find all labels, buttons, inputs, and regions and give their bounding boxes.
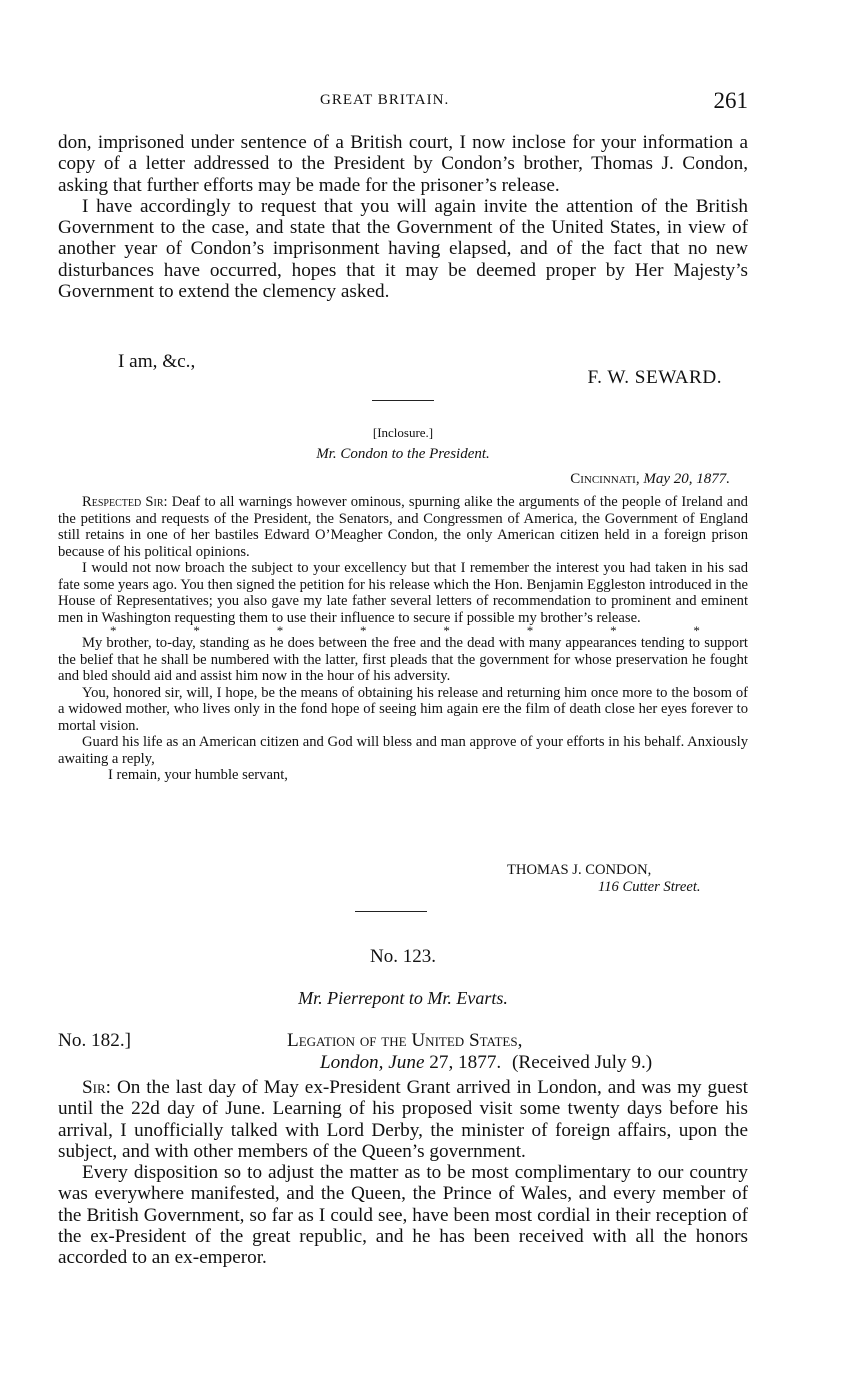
section-divider	[372, 400, 434, 401]
inclosure-salutation: Respected Sir:	[82, 494, 168, 510]
ellipsis-stars	[110, 623, 700, 638]
star: *	[276, 623, 284, 638]
inclosure-body	[58, 494, 748, 784]
page-header	[58, 88, 748, 118]
document-heading: Mr. Pierrepont to Mr. Evarts.	[298, 988, 508, 1008]
inclosure-paragraph-4: You, honored sir, will, I hope, be the means of obtaining his release and returning him once more to the bosom of a widowed mother, who lives only in the fond hope of seeing him again ere the film of death close her eyes forever to mortal vision.	[58, 684, 748, 734]
star: *	[443, 623, 450, 638]
inclosure-closing: I remain, your humble servant,	[108, 767, 288, 783]
received-note: (Received July 9.)	[512, 1052, 653, 1073]
star: *	[360, 623, 367, 638]
inclosure-dateline	[570, 471, 730, 488]
letter-closing: I am, &c.,	[118, 351, 196, 372]
dateline-date: 27, 1877.	[429, 1052, 502, 1073]
inclosure-paragraph-3: My brother, to-day, standing as he does between the free and the dead with many appearances tending to support the belief that he shall be numbered with the latter, first pleads that the government for whose preservation he fought and bled should aid and assist him now in the hour of his adversity.	[58, 635, 748, 684]
document-paragraph-2: Every disposition so to adjust the matter as to be most complimentary to our country was everywhere manifested, and the Queen, the Prince of Wales, and every member of the British Government, so far as I could see, have been most cordial in their reception of the ex-President of the great republic, and he has been received with all the honors accorded to an ex-emperor.	[58, 1162, 748, 1269]
inclosure-heading: Mr. Condon to the President.	[316, 446, 490, 462]
document-paragraph-1: On the last day of May ex-President Grant arrived in London, and was my guest until the 22d day of June. Learning of his proposed visit some twenty days before his arrival, I unofficially talked with Lord Derby, the minister of foreign affairs, upon the subject, and with other members of the Queen’s government.	[58, 1077, 749, 1162]
star: *	[693, 623, 700, 638]
letter-paragraph-1: don, imprisoned under sentence of a British court, I now inclose for your information a copy of a letter addressed to the President by Condon’s brother, Thomas J. Condon, asking that further efforts may be made for the prisoner’s release.	[58, 132, 748, 196]
document-salutation: Sir:	[82, 1077, 112, 1098]
inclosure-address: 116 Cutter Street.	[598, 879, 701, 895]
dateline-place: Cincinnati,	[570, 471, 640, 487]
inclosure-paragraph-1: Deaf to all warnings however ominous, spurning alike the arguments of the people of Ireland and the petitions and requests of the President, the Senators, and Congressmen of America, the Government of England still retains in one of her bastiles Edward O’Meagher Condon, the only American citizen held in a foreign prison because of his political opinions.	[58, 494, 748, 560]
running-head: GREAT BRITAIN.	[320, 92, 450, 108]
section-divider	[355, 911, 427, 912]
star: *	[193, 623, 200, 638]
letter-signature: F. W. SEWARD.	[587, 367, 722, 388]
letter-paragraph-2: I have accordingly to request that you will again invite the attention of the British Government to the case, and state that the Government of the United States, in view of another year of Condon’s imprisonment having elapsed, and of the fact that no new disturbances have occurred, hopes that it may be deemed proper by Her Majesty’s Government to extend the clemency asked.	[58, 195, 748, 303]
inclosure-paragraph-2: I would not now broach the subject to your excellency but that I remember the interest you had taken in his sad fate some years ago. You then signed the petition for his release which the Hon. Benjamin Eggleston introduced in the House of Representatives; you also gave my late father several letters of recommendation to prominent and eminent men in Washington requesting them to use their influence to secure if possible my brother’s release.	[58, 560, 748, 626]
inclosure-label: [Inclosure.]	[372, 425, 434, 440]
star: *	[526, 623, 534, 638]
dateline-date: May 20, 1877.	[643, 471, 730, 487]
inclosure-signature: THOMAS J. CONDON,	[507, 862, 652, 878]
page-number: 261	[713, 88, 748, 113]
document-body	[58, 1077, 748, 1269]
star: *	[110, 623, 117, 638]
legation-line: Legation of the United States,	[287, 1030, 523, 1051]
letter-body	[58, 132, 748, 302]
dateline-place: London, June	[320, 1052, 425, 1073]
document-number: No. 123.	[370, 946, 436, 967]
star: *	[610, 623, 617, 638]
inclosure-paragraph-5: Guard his life as an American citizen and God will bless and man approve of your efforts in his behalf. Anxiously awaiting a reply,	[58, 734, 748, 767]
dispatch-number: No. 182.]	[58, 1030, 132, 1051]
document-dateline	[320, 1052, 652, 1074]
